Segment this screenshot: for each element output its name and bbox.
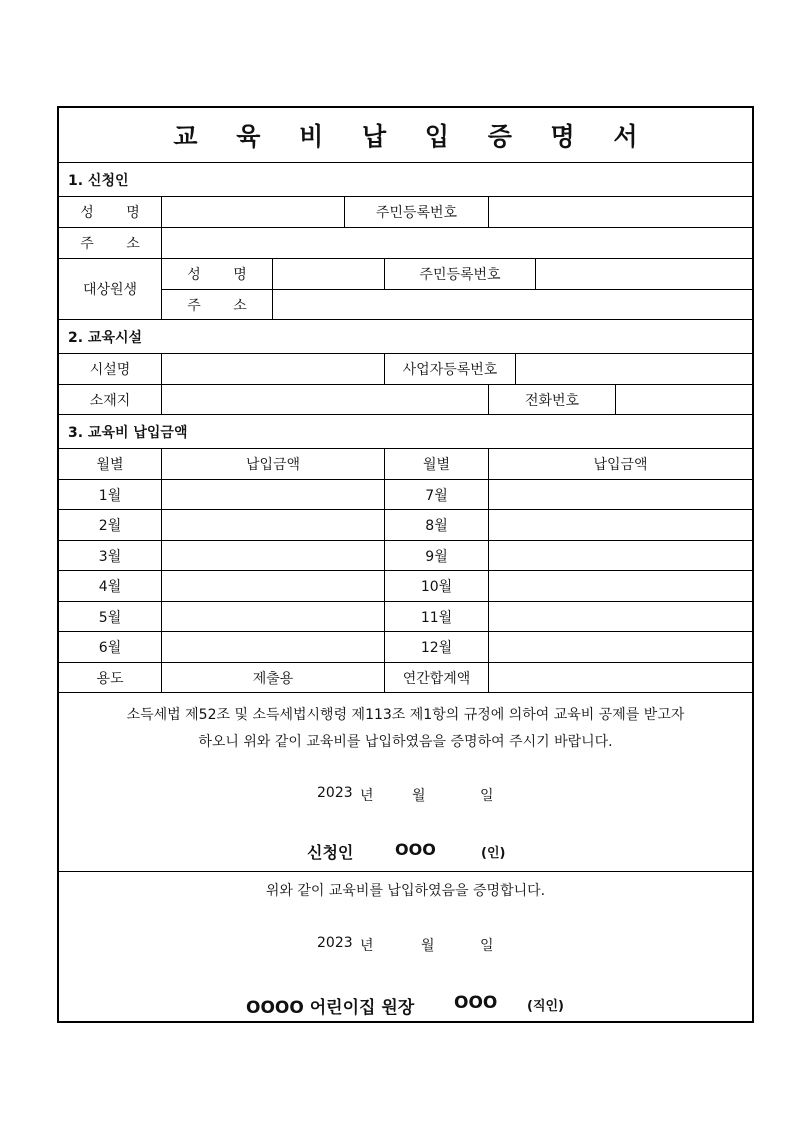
table-row	[59, 510, 752, 541]
table-row	[59, 602, 752, 632]
table-row	[59, 480, 752, 510]
month-label: 3월	[59, 541, 162, 570]
facility-name-row	[59, 354, 752, 385]
phone-field[interactable]	[616, 385, 752, 414]
total-field[interactable]	[489, 663, 752, 692]
certificate-month-unit: 월	[421, 938, 435, 954]
certificate-day-unit: 일	[480, 938, 494, 954]
divider	[59, 871, 752, 872]
applicant-address-label: 주 소	[59, 228, 162, 258]
facility-name-label: 시설명	[59, 354, 162, 384]
month-label: 11월	[385, 602, 489, 631]
month-label: 4월	[59, 571, 162, 601]
official-seal: (직인)	[527, 999, 564, 1014]
applicant-name: OOO	[395, 840, 436, 859]
target-child-block	[59, 259, 752, 320]
target-name-label: 성 명	[162, 259, 273, 289]
target-address-field[interactable]	[273, 290, 752, 320]
bizno-field[interactable]	[516, 354, 752, 384]
applicant-name-label: 성 명	[59, 197, 162, 227]
section-applicant-heading: 1. 신청인	[59, 163, 752, 197]
target-address-row	[162, 290, 752, 320]
amount-field[interactable]	[489, 480, 752, 509]
target-rrn-label: 주민등록번호	[385, 259, 536, 289]
amount-field[interactable]	[489, 602, 752, 631]
request-year: 2023	[317, 785, 353, 801]
applicant-rrn-field[interactable]	[489, 197, 752, 227]
month-label: 2월	[59, 510, 162, 540]
bizno-label: 사업자등록번호	[385, 354, 516, 384]
month-label: 1월	[59, 480, 162, 509]
table-row	[59, 541, 752, 571]
amount-field[interactable]	[489, 510, 752, 540]
facility-name-field[interactable]	[162, 354, 385, 384]
applicant-name-field[interactable]	[162, 197, 345, 227]
applicant-rrn-label: 주민등록번호	[345, 197, 489, 227]
month-label: 12월	[385, 632, 489, 662]
applicant-address-row	[59, 228, 752, 259]
col-amount-right: 납입금액	[593, 457, 648, 473]
amount-field[interactable]	[162, 632, 385, 662]
table-row	[59, 571, 752, 602]
amount-field[interactable]	[489, 541, 752, 570]
purpose-value: 제출용	[162, 663, 385, 692]
amount-field[interactable]	[162, 480, 385, 509]
amount-field[interactable]	[162, 541, 385, 570]
request-day-unit: 일	[480, 788, 494, 804]
month-label: 8월	[385, 510, 489, 540]
purpose-label: 용도	[59, 663, 162, 692]
table-row	[59, 632, 752, 663]
location-label: 소재지	[59, 385, 162, 414]
amount-field[interactable]	[489, 632, 752, 662]
amount-field[interactable]	[162, 602, 385, 631]
month-label: 5월	[59, 602, 162, 631]
month-label: 7월	[385, 480, 489, 509]
col-amount-left: 납입금액	[162, 449, 385, 479]
target-address-label: 주 소	[162, 290, 273, 320]
target-child-label: 대상원생	[59, 259, 162, 319]
purpose-total-row	[59, 663, 752, 693]
request-text-line-2: 하오니 위와 같이 교육비를 납입하였음을 증명하여 주시기 바랍니다.	[198, 734, 613, 750]
amount-field[interactable]	[489, 571, 752, 601]
request-year-unit: 년	[360, 788, 374, 804]
total-label: 연간합계액	[385, 663, 489, 692]
applicant-address-field[interactable]	[162, 228, 752, 258]
applicant-label: 신청인	[307, 843, 354, 862]
institution-name: OOOO 어린이집 원장	[246, 998, 415, 1018]
location-field[interactable]	[162, 385, 489, 414]
form-title: 교 육 비 납 입 증 명 서	[59, 108, 752, 163]
section-facility-heading: 2. 교육시설	[59, 320, 752, 354]
month-label: 6월	[59, 632, 162, 662]
director-name: OOO	[454, 993, 498, 1013]
month-label: 10월	[385, 571, 489, 601]
phone-label: 전화번호	[489, 385, 616, 414]
facility-location-row	[59, 385, 752, 415]
col-month-right: 월별	[385, 449, 489, 479]
target-name-row	[162, 259, 752, 289]
amount-field[interactable]	[162, 510, 385, 540]
target-rrn-field[interactable]	[536, 259, 752, 289]
target-name-field[interactable]	[273, 259, 385, 289]
col-month-left: 월별	[59, 449, 162, 479]
certificate-form	[57, 106, 754, 1023]
section-payment-heading: 3. 교육비 납입금액	[59, 415, 752, 449]
month-label: 9월	[385, 541, 489, 570]
amount-field[interactable]	[162, 571, 385, 601]
certificate-year-unit: 년	[360, 938, 374, 954]
request-month-unit: 월	[412, 788, 426, 804]
request-text-line-1: 소득세법 제52조 및 소득세법시행령 제113조 제1항의 규정에 의하여 교육비 공제를 받고자	[126, 707, 685, 723]
payment-header-row	[59, 449, 752, 480]
certificate-year: 2023	[317, 935, 353, 951]
applicant-seal: (인)	[481, 846, 506, 861]
certificate-text: 위와 같이 교육비를 납입하였음을 증명합니다.	[265, 883, 546, 899]
applicant-name-row	[59, 197, 752, 228]
